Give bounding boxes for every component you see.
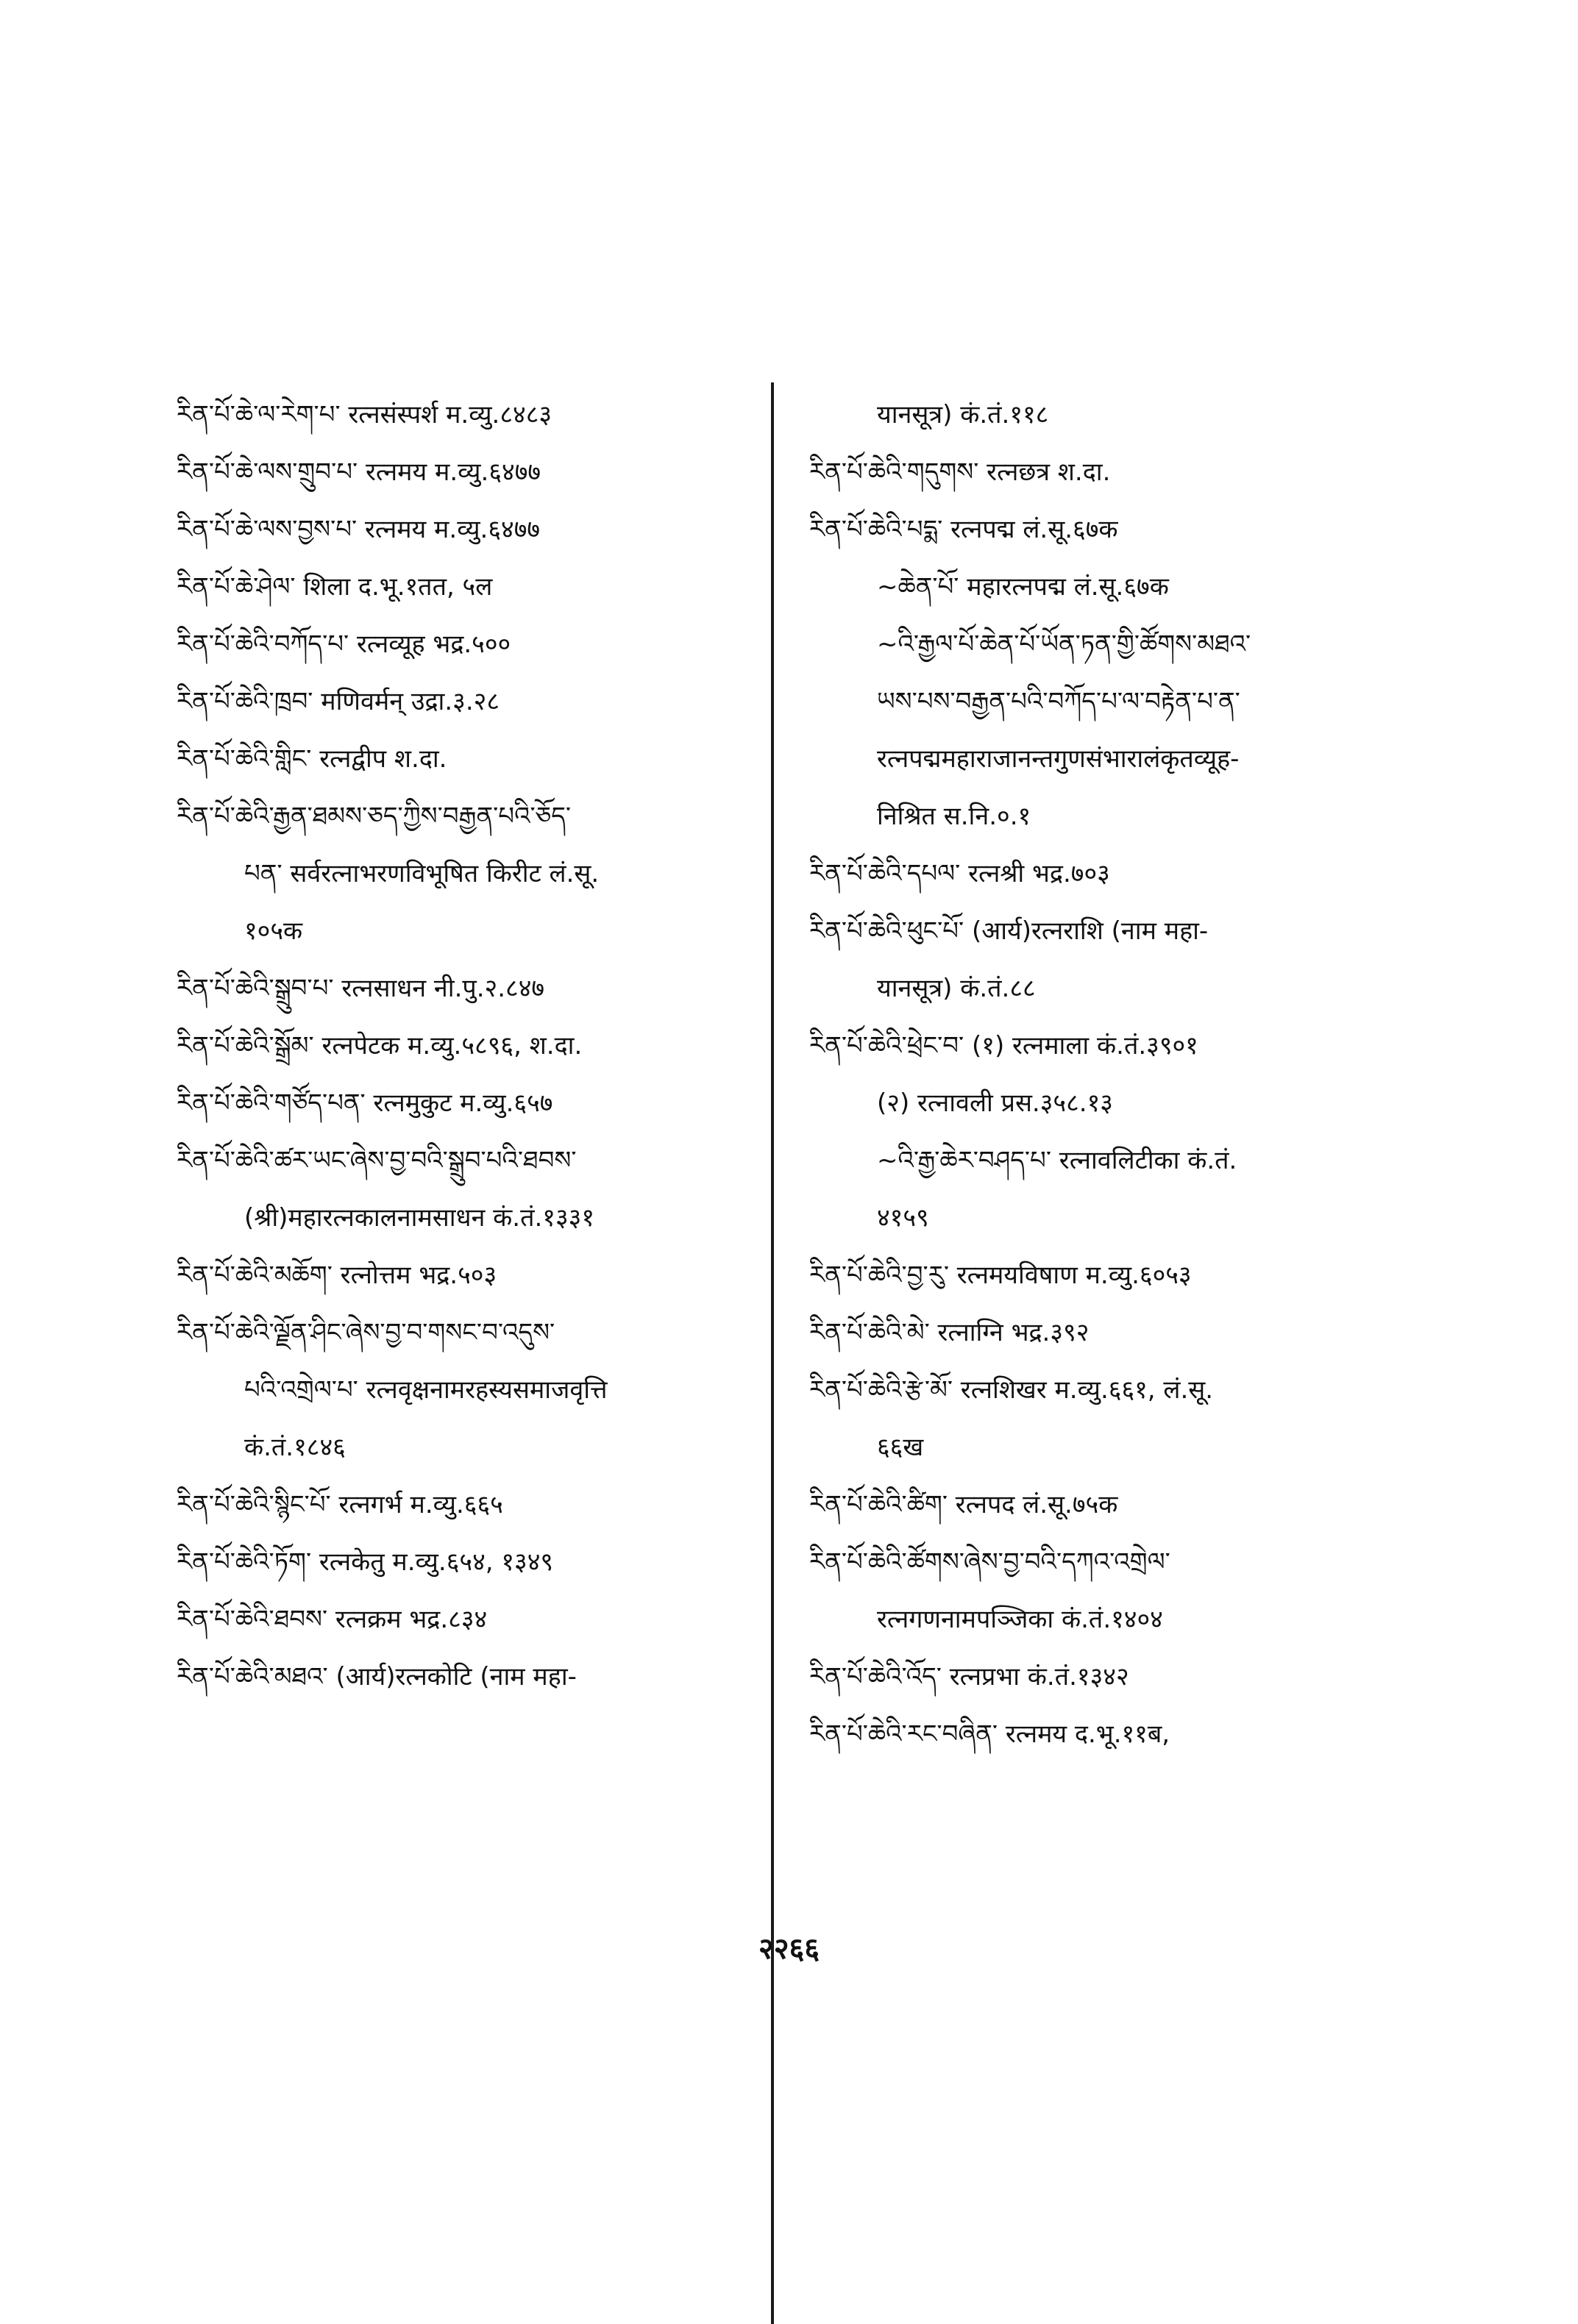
- left-column: [177, 386, 758, 1705]
- dictionary-entry-line: ~ཆེན་པོ་ महारत्नपद्म लं.सू.६७क: [877, 572, 1169, 602]
- dictionary-entry-line: རིན་པོ་ཆེའི་རྩེ་མོ་ रत्नशिखर म.व्यु.६६१, लं.सू.: [809, 1375, 1214, 1405]
- dictionary-entry-line: རིན་པོ་ཆེའི་བཀོད་པ་ रत्नव्यूह भद्र.५००: [177, 630, 511, 659]
- dictionary-entry-line: པའི་འགྲེལ་པ་ रत्नवृक्षनामरहस्यसमाजवृत्ति: [244, 1375, 608, 1405]
- dictionary-entry-line: རིན་པོ་ཆེའི་ལྗོན་ཤིང་ཞེས་བྱ་བ་གསང་བ་འདུས་: [177, 1318, 555, 1347]
- dictionary-entry-line: रत्नगणनामपञ्जिका कं.तं.१४०४: [877, 1605, 1163, 1634]
- dictionary-entry-line: རིན་པོ་ཆེའི་སྒྲོམ་ रत्नपेटक म.व्यु.५८९६, श.दा.: [177, 1031, 583, 1061]
- dictionary-entry-line: ~འི་རྒྱ་ཆེར་བཤད་པ་ रत्नावलिटीका कं.तं.: [877, 1146, 1237, 1175]
- dictionary-entry-line: རིན་པོ་ཆེའི་རང་བཞིན་ रत्नमय द.भू.११ब,: [809, 1719, 1170, 1749]
- dictionary-entry-line: རིན་པོ་ཆེ་ཤེལ་ शिला द.भू.१तत, ५ल: [177, 572, 493, 602]
- dictionary-entry-line: རིན་པོ་ཆེ་ལ་རེག་པ་ रत्नसंस्पर्श म.व्यु.८४८३: [177, 400, 552, 429]
- dictionary-entry-line: རིན་པོ་ཆེའི་ཕུང་པོ་ (आर्य)रत्नराशि (नाम महा-: [809, 916, 1209, 946]
- dictionary-entry-line: १०५क: [244, 916, 303, 946]
- page-number: २२६६: [758, 1932, 820, 1966]
- dictionary-entry-line: रत्नपद्ममहाराजानन्तगुणसंभारालंकृतव्यूह-: [877, 744, 1240, 774]
- dictionary-entry-line: རིན་པོ་ཆེའི་མེ་ रत्नाग्नि भद्र.३९२: [809, 1318, 1090, 1347]
- dictionary-entry-line: རིན་པོ་ཆེའི་གླིང་ रत्नद्वीप श.दा.: [177, 744, 447, 774]
- dictionary-entry-line: ४१५९: [877, 1203, 929, 1233]
- dictionary-entry-line: རིན་པོ་ཆེའི་བྱ་རུ་ रत्नमयविषाण म.व्यु.६०५३: [809, 1261, 1192, 1290]
- dictionary-entry-line: यानसूत्र) कं.तं.८८: [877, 974, 1036, 1003]
- dictionary-entry-line: རིན་པོ་ཆེའི་སྒྲུབ་པ་ रत्नसाधन नी.पु.२.८४७: [177, 974, 545, 1003]
- right-column: [809, 386, 1390, 1763]
- dictionary-entry-line: རིན་པོ་ཆེའི་ཚོགས་ཞེས་བྱ་བའི་དཀའ་འགྲེལ་: [809, 1547, 1170, 1577]
- dictionary-entry-line: ६६ख: [877, 1433, 924, 1462]
- dictionary-entry-line: རིན་པོ་ཆེའི་འོད་ रत्नप्रभा कं.तं.१३४२: [809, 1662, 1129, 1692]
- dictionary-entry-line: རིན་པོ་ཆེའི་གདུགས་ रत्नछत्र श.दा.: [809, 457, 1111, 487]
- dictionary-entry-line: རིན་པོ་ཆེའི་མཆོག་ रत्नोत्तम भद्र.५०३: [177, 1261, 497, 1290]
- dictionary-entry-line: པན་ सर्वरत्नाभरणविभूषित किरीट लं.सू.: [244, 859, 600, 888]
- dictionary-entry-line: རིན་པོ་ཆེའི་མཐའ་ (आर्य)रत्नकोटि (नाम महा-: [177, 1662, 577, 1692]
- dictionary-entry-line: རིན་པོ་ཆེའི་ཐབས་ रत्नक्रम भद्र.८३४: [177, 1605, 488, 1634]
- dictionary-entry-line: རིན་པོ་ཆེ་ལས་བྱས་པ་ रत्नमय म.व्यु.६४७७: [177, 515, 541, 544]
- dictionary-entry-line: यानसूत्र) कं.तं.११८: [877, 400, 1049, 429]
- dictionary-entry-line: རིན་པོ་ཆེའི་གཙོད་པན་ रत्नमुकुट म.व्यु.६५७: [177, 1088, 553, 1118]
- dictionary-entry-line: कं.तं.१८४६: [244, 1433, 346, 1462]
- dictionary-entry-line: རིན་པོ་ཆེའི་དཔལ་ रत्नश्री भद्र.७०३: [809, 859, 1110, 888]
- dictionary-entry-line: རིན་པོ་ཆེའི་ཏོག་ रत्नकेतु म.व्यु.६५४, १३४९: [177, 1547, 554, 1577]
- dictionary-entry-line: ཡས་པས་བརྒྱན་པའི་བཀོད་པ་ལ་བརྟེན་པ་ན་: [877, 687, 1240, 716]
- dictionary-entry-line: རིན་པོ་ཆེའི་ཚིག་ रत्नपद लं.सू.७५क: [809, 1490, 1118, 1519]
- dictionary-entry-line: རིན་པོ་ཆེའི་པདྨ་ रत्नपद्म लं.सू.६७क: [809, 515, 1118, 544]
- dictionary-entry-line: निश्रित स.नि.०.१: [877, 802, 1031, 831]
- dictionary-entry-line: རིན་པོ་ཆེའི་རྒྱན་ཐམས་ཅད་ཀྱིས་བརྒྱན་པའི་ཅོད་: [177, 802, 572, 831]
- dictionary-entry-line: རིན་པོ་ཆེའི་ཚར་ཡང་ཞེས་བྱ་བའི་སྒྲུབ་པའི་ཐབས་: [177, 1146, 577, 1175]
- dictionary-entry-line: རིན་པོ་ཆེའི་ཕྲེང་བ་ (१) रत्नमाला कं.तं.३९०१: [809, 1031, 1198, 1061]
- column-divider: [771, 382, 774, 2324]
- dictionary-entry-line: ~འི་རྒྱལ་པོ་ཆེན་པོ་ཡོན་ཏན་གྱི་ཚོགས་མཐའ་: [877, 630, 1251, 659]
- dictionary-entry-line: རིན་པོ་ཆེའི་ཁྲབ་ मणिवर्मन् उद्रा.३.२८: [177, 687, 500, 716]
- dictionary-entry-line: (श्री)महारत्नकालनामसाधन कं.तं.१३३१: [244, 1203, 594, 1233]
- dictionary-entry-line: རིན་པོ་ཆེ་ལས་གྲུབ་པ་ रत्नमय म.व्यु.६४७७: [177, 457, 541, 487]
- dictionary-entry-line: རིན་པོ་ཆེའི་སྙིང་པོ་ रत्नगर्भ म.व्यु.६६५: [177, 1490, 503, 1519]
- dictionary-entry-line: (२) रत्नावली प्रस.३५८.१३: [877, 1088, 1113, 1118]
